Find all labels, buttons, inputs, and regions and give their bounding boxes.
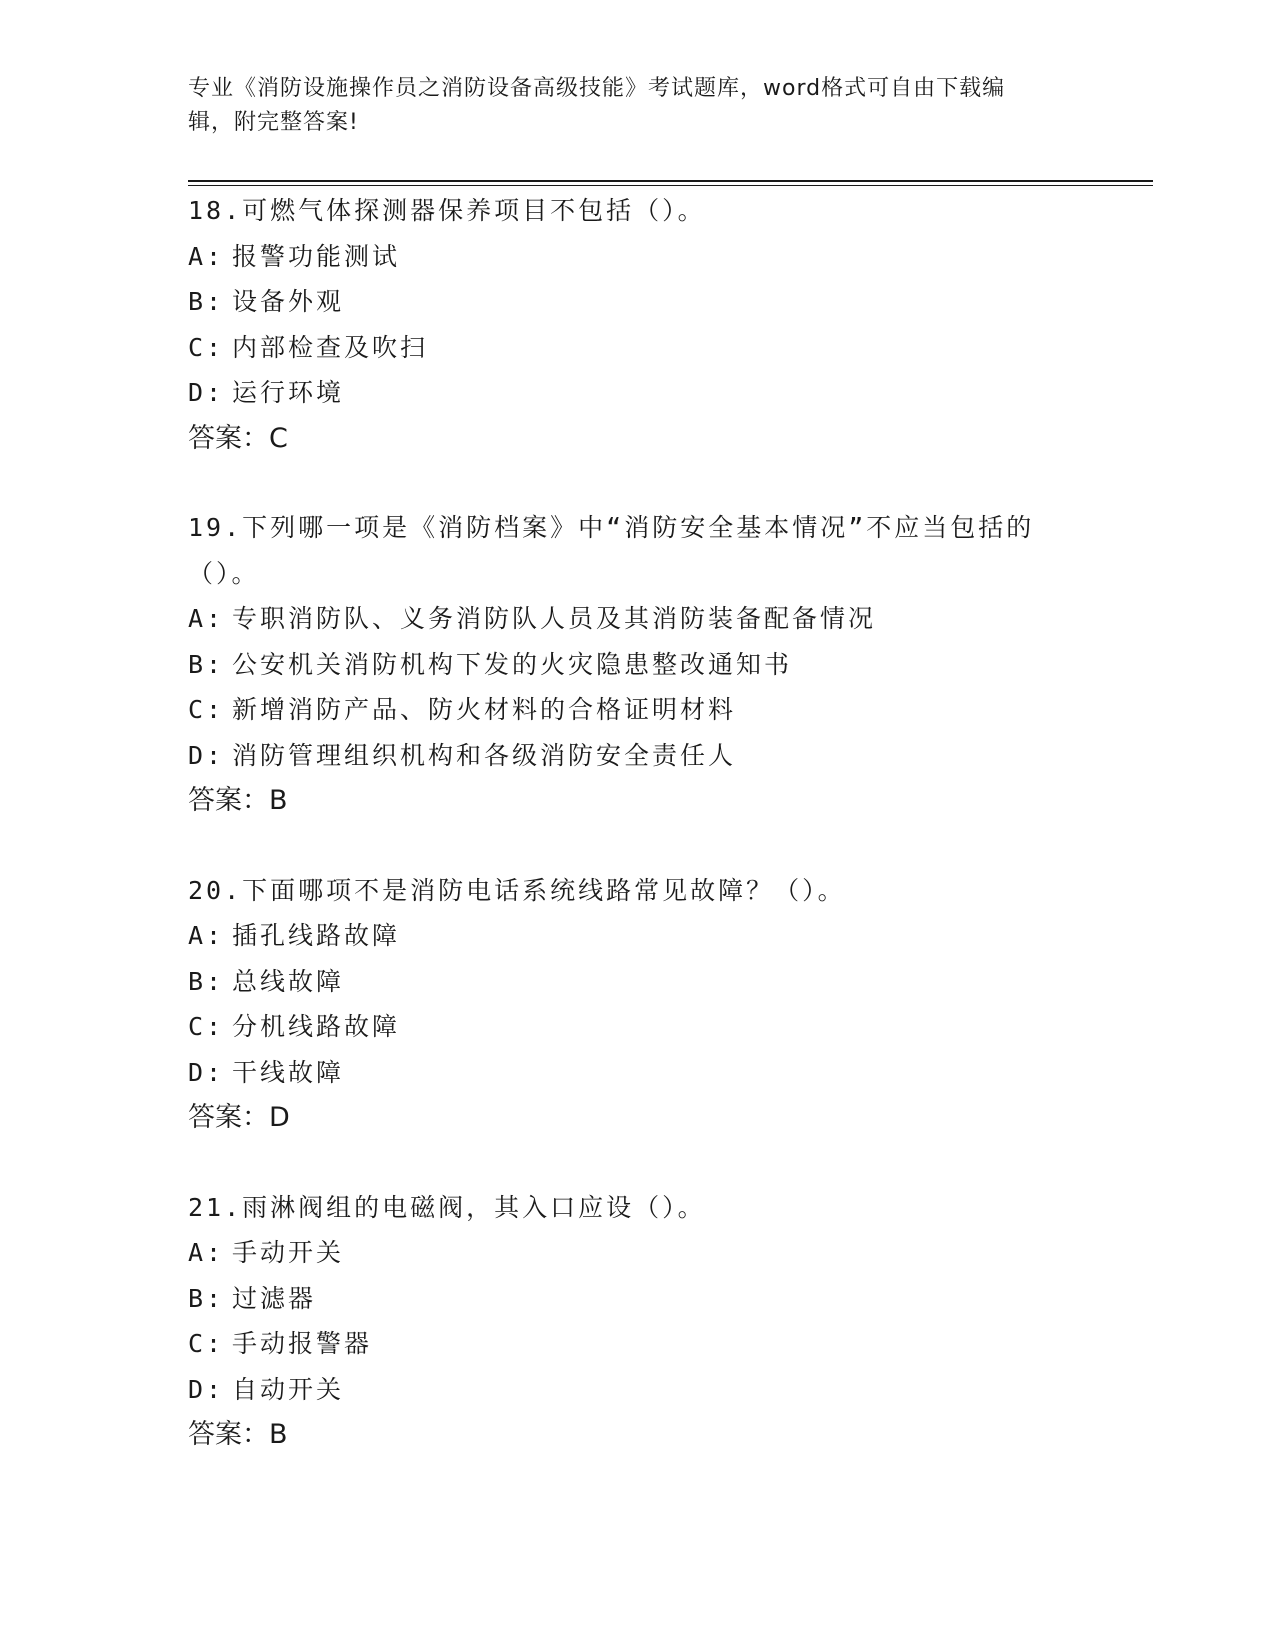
answer-line: 答案：B (188, 785, 288, 816)
option-letter: A: (188, 604, 225, 633)
option-d (188, 1367, 1088, 1413)
option-letter: D: (188, 740, 225, 770)
option-b (188, 959, 1088, 1005)
option-letter: D: (188, 378, 225, 407)
header-divider-thin (188, 185, 1153, 186)
option-a (188, 913, 1088, 959)
header-line-1: 专业《消防设施操作员之消防设备高级技能》考试题库，word格式可自由下载编 (188, 76, 1006, 101)
option-letter: B: (188, 1283, 225, 1313)
option-letter: D: (188, 1374, 225, 1404)
option-d (188, 733, 1088, 779)
option-text: 新增消防产品、防火材料的合格证明材料 (232, 695, 737, 724)
answer-line: 答案：B (188, 1419, 288, 1450)
option-text: 专职消防队、义务消防队人员及其消防装备配备情况 (232, 604, 877, 633)
answer-line: 答案：D (188, 1102, 290, 1133)
option-text: 总线故障 (232, 966, 345, 996)
option-letter: C: (188, 1329, 225, 1358)
document-header (188, 72, 1068, 140)
option-b (188, 1276, 1088, 1322)
question-21 (188, 1185, 1088, 1458)
option-d (188, 1050, 1088, 1096)
option-text: 消防管理组织机构和各级消防安全责任人 (232, 740, 737, 770)
option-text: 自动开关 (232, 1374, 345, 1404)
option-letter: B: (188, 649, 225, 679)
option-text: 内部检查及吹扫 (232, 332, 429, 362)
option-a (188, 1230, 1088, 1276)
option-letter: B: (188, 966, 225, 996)
option-text: 分机线路故障 (232, 1012, 401, 1041)
option-text: 公安机关消防机构下发的火灾隐患整改通知书 (232, 649, 793, 679)
option-letter: B: (188, 287, 225, 316)
answer-line: 答案：C (188, 422, 288, 454)
option-text: 运行环境 (232, 378, 345, 407)
header-divider-thick (188, 180, 1153, 182)
option-c (188, 1321, 1088, 1367)
option-text: 干线故障 (232, 1057, 345, 1087)
option-text: 手动开关 (232, 1238, 345, 1267)
option-letter: A: (188, 241, 225, 271)
question-text: 21.雨淋阀组的电磁阀，其入口应设（）。 (188, 1192, 706, 1222)
question-list (188, 188, 1088, 1502)
option-letter: A: (188, 921, 225, 950)
question-text: 18.可燃气体探测器保养项目不包括（）。 (188, 196, 706, 225)
option-a (188, 596, 1088, 642)
question-text: 20.下面哪项不是消防电话系统线路常见故障？（）。 (188, 875, 846, 905)
option-d (188, 370, 1088, 416)
option-c (188, 1004, 1088, 1050)
option-b (188, 642, 1088, 688)
question-18 (188, 188, 1088, 461)
option-letter: C: (188, 1012, 225, 1041)
question-text: 19.下列哪一项是《消防档案》中“消防安全基本情况”不应当包括的（）。 (188, 513, 1035, 588)
option-letter: A: (188, 1238, 225, 1267)
option-letter: D: (188, 1057, 225, 1087)
question-20 (188, 868, 1088, 1141)
option-c (188, 687, 1088, 733)
option-text: 过滤器 (232, 1283, 317, 1313)
option-c (188, 325, 1088, 371)
option-a (188, 234, 1088, 280)
option-text: 设备外观 (232, 287, 345, 316)
option-letter: C: (188, 695, 225, 724)
option-text: 手动报警器 (232, 1329, 373, 1358)
question-19 (188, 505, 1088, 824)
option-b (188, 279, 1088, 325)
header-line-2: 辑，附完整答案! (188, 110, 359, 135)
option-letter: C: (188, 332, 225, 362)
option-text: 插孔线路故障 (232, 921, 401, 950)
option-text: 报警功能测试 (232, 241, 401, 271)
